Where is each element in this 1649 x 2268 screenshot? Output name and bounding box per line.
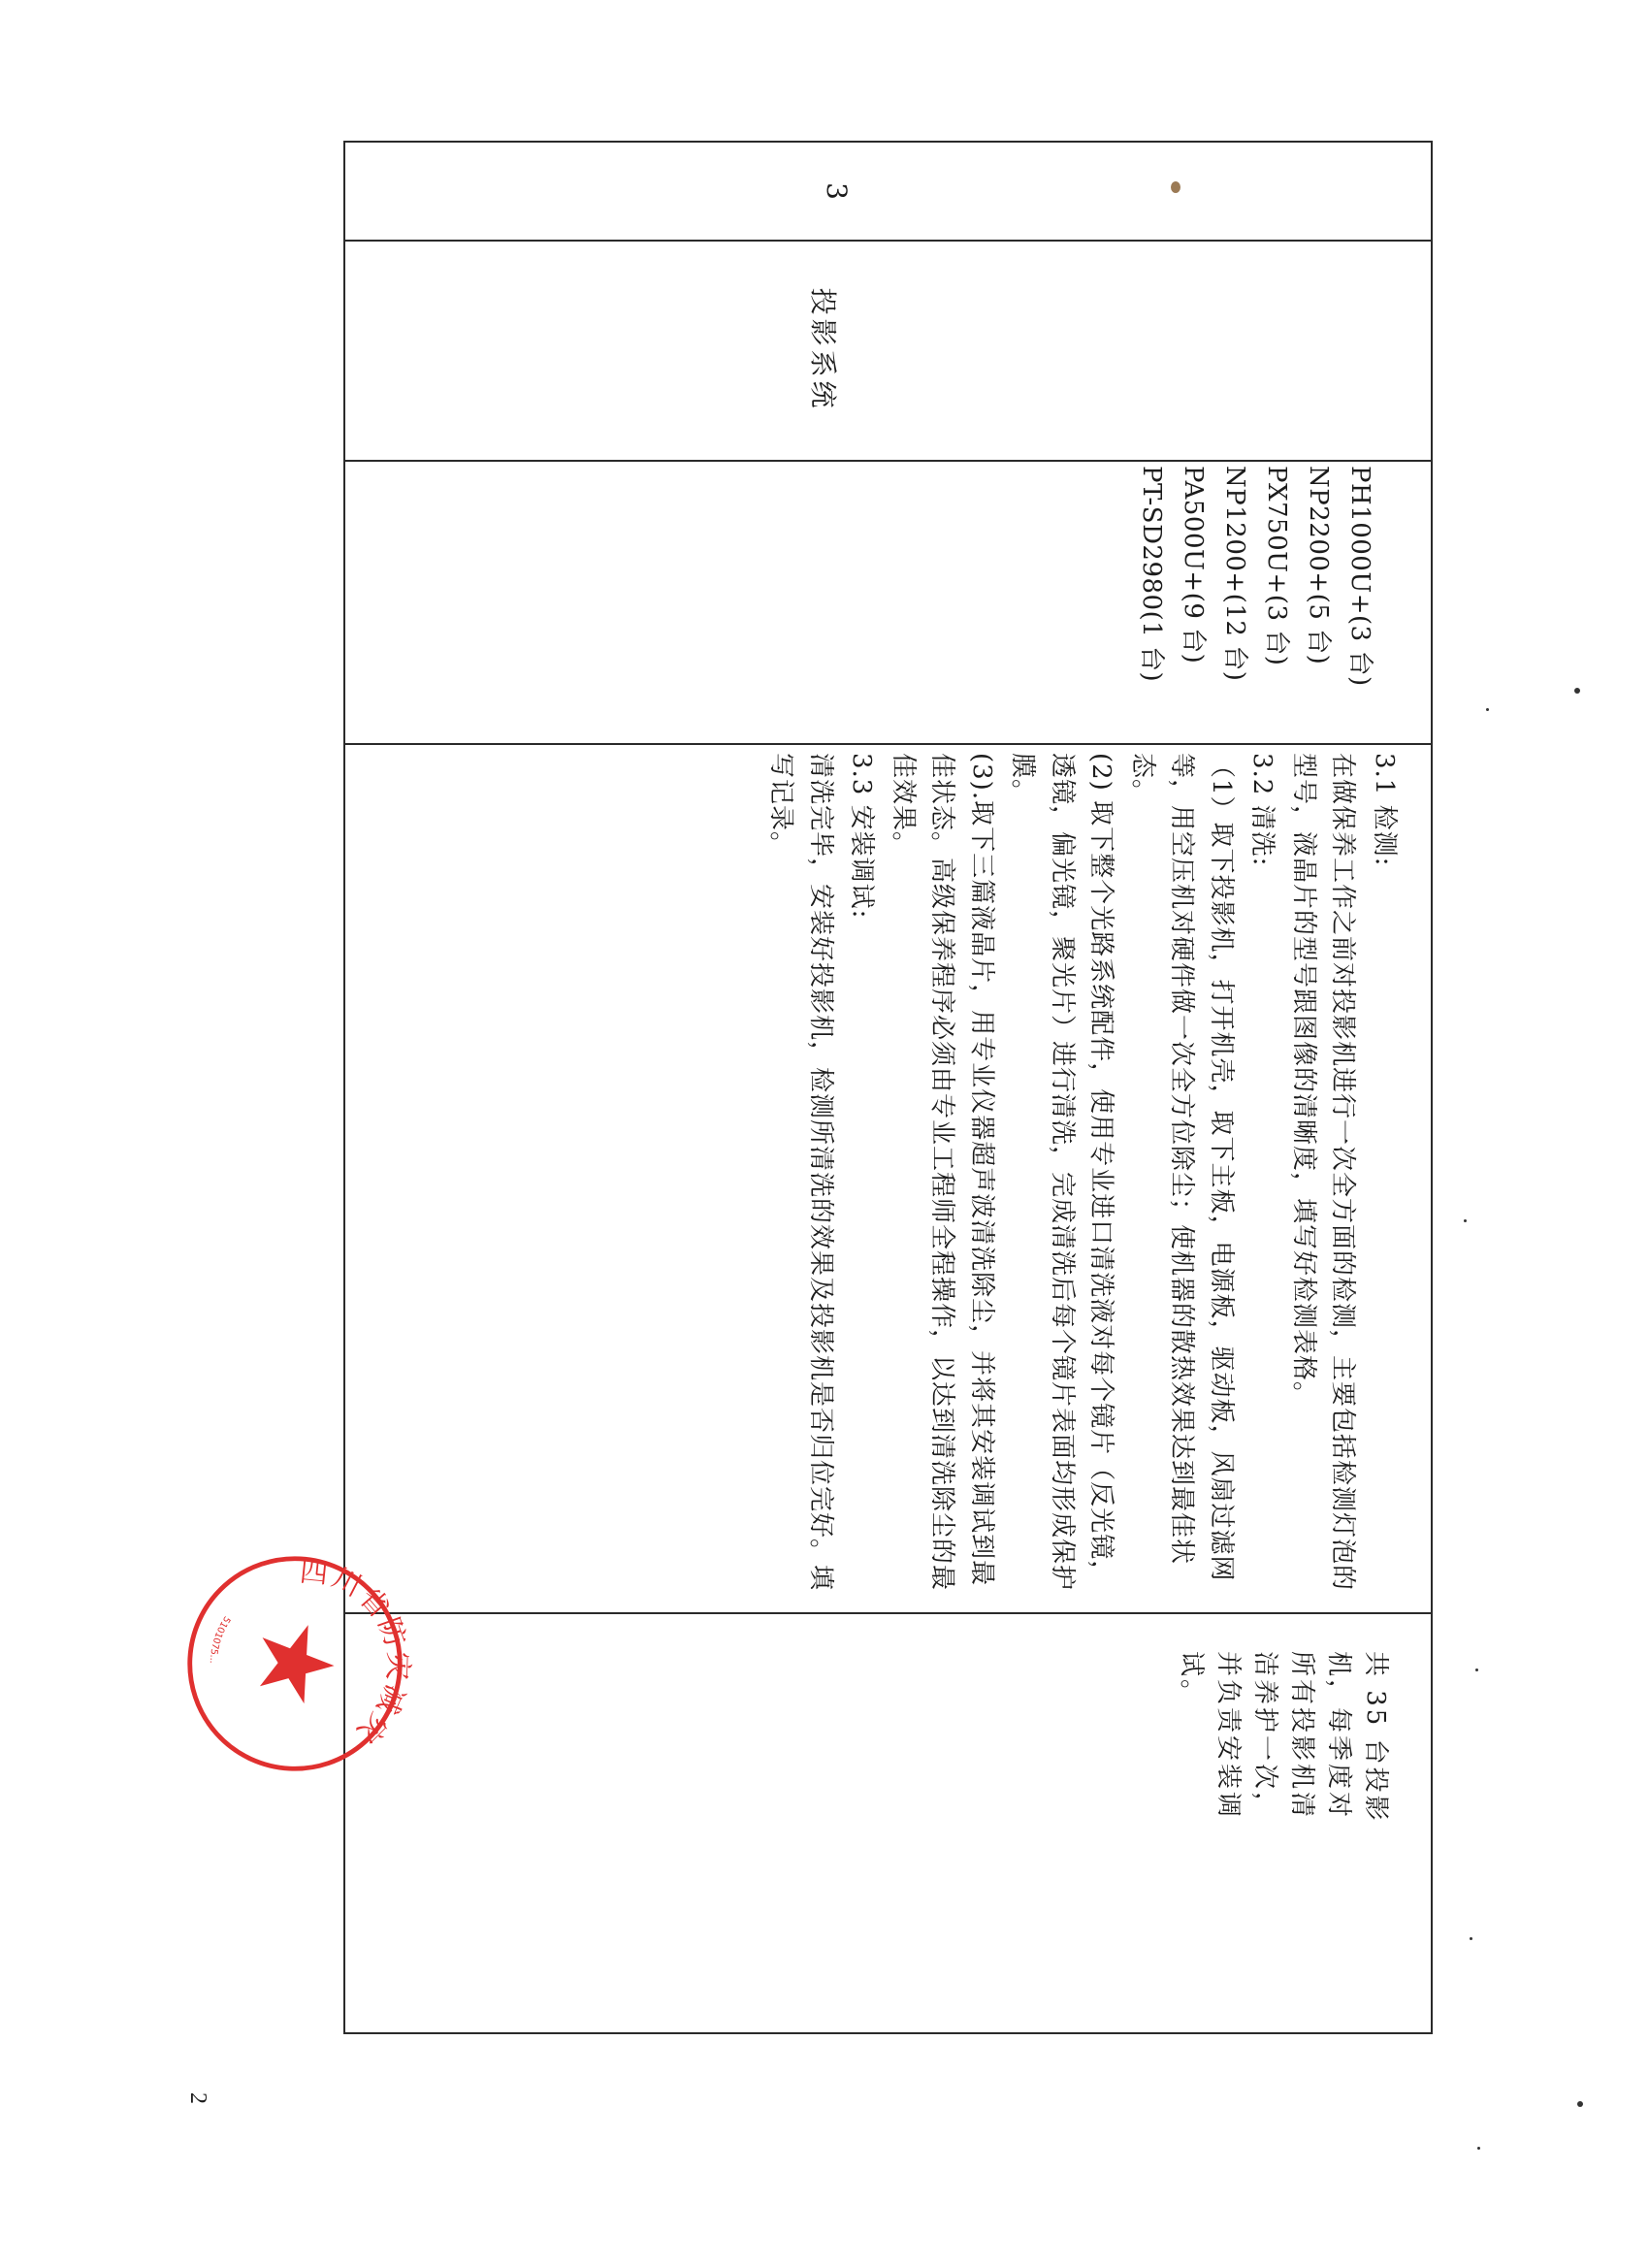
- remark-text: 共 35 台投影机，每季度对所有投影机清洁养护一次，并负责安装调试。: [1177, 1651, 1390, 1824]
- system-name: 投影系统: [807, 287, 840, 412]
- scan-speck: [1486, 708, 1489, 711]
- model-item: PX750U+(3 台): [1262, 466, 1291, 666]
- cleaning-step-2: (2) 取下整个光路系统配件，使用专业进口清洗液对每个镜片（反光镜，透镜，偏光镜，聚光片）进行清洗，完成清洗后每个镜片表面均形成保护膜。: [1008, 753, 1116, 1592]
- section-heading-inspection: 3.1 检测:: [1370, 753, 1399, 867]
- system-name-cell: [345, 240, 1431, 460]
- maintenance-table-rotated: [343, 141, 1433, 2034]
- models-cell: [345, 460, 1431, 743]
- scan-speck: [1574, 688, 1580, 694]
- maintenance-table: [343, 141, 1433, 2034]
- row-index: 3: [821, 182, 854, 200]
- cleaning-step-1: （1）取下投影机，打开机壳，取下主板，电源板，驱动板，风扇过滤网等，用空压机对硬件做一次全方位除尘；使机器的散热效果达到最佳状态。: [1128, 753, 1236, 1582]
- row-index-cell: [345, 143, 1431, 240]
- inspection-text: 在做保养工作之前对投影机进行一次全方面的检测，主要包括检测灯泡的型号，液晶片的型号跟图像的清晰度，填写好检测表格。: [1289, 753, 1358, 1592]
- model-item: NP2200+(5 台): [1304, 466, 1333, 665]
- installation-text: 清洗完毕，安装好投影机，检测所清洗的效果及投影机是否归位完好。填写记录。: [766, 753, 835, 1592]
- section-heading-installation: 3.3 安装调试:: [847, 753, 877, 920]
- remark-cell: [345, 1612, 1431, 2036]
- scan-speck: [1171, 181, 1180, 193]
- model-item: NP1200+(12 台): [1220, 466, 1249, 682]
- scan-speck: [1577, 2101, 1583, 2107]
- model-item: PH1000U+(3 台): [1345, 466, 1374, 687]
- scan-speck: [1470, 1937, 1472, 1940]
- seal-graphic: [173, 1545, 417, 1782]
- seal-star: [259, 1623, 337, 1705]
- maintenance-content-cell: [345, 743, 1431, 1612]
- scan-speck: [1475, 1669, 1478, 1671]
- official-seal: [173, 1545, 417, 1782]
- cleaning-step-3: (3).取下三篇液晶片，用专业仪器超声波清洗除尘，并将其安装调试到最佳状态。高级保养程序必须由专业工程师全程操作，以达到清洗除尘的最佳效果。: [889, 753, 996, 1592]
- seal-text-path: 四川省防灾减灾: [298, 1554, 416, 1752]
- model-item: PA500U+(9 台): [1179, 466, 1208, 664]
- seal-text: [290, 1554, 421, 1754]
- seal-code: 5101075...: [207, 1613, 233, 1664]
- scan-speck: [1464, 1219, 1467, 1222]
- section-heading-cleaning: 3.2 清洗:: [1247, 753, 1277, 867]
- page-number: 2: [185, 2092, 211, 2104]
- model-item: PT-SD2980(1 台): [1137, 466, 1166, 683]
- scan-speck: [1477, 2147, 1480, 2150]
